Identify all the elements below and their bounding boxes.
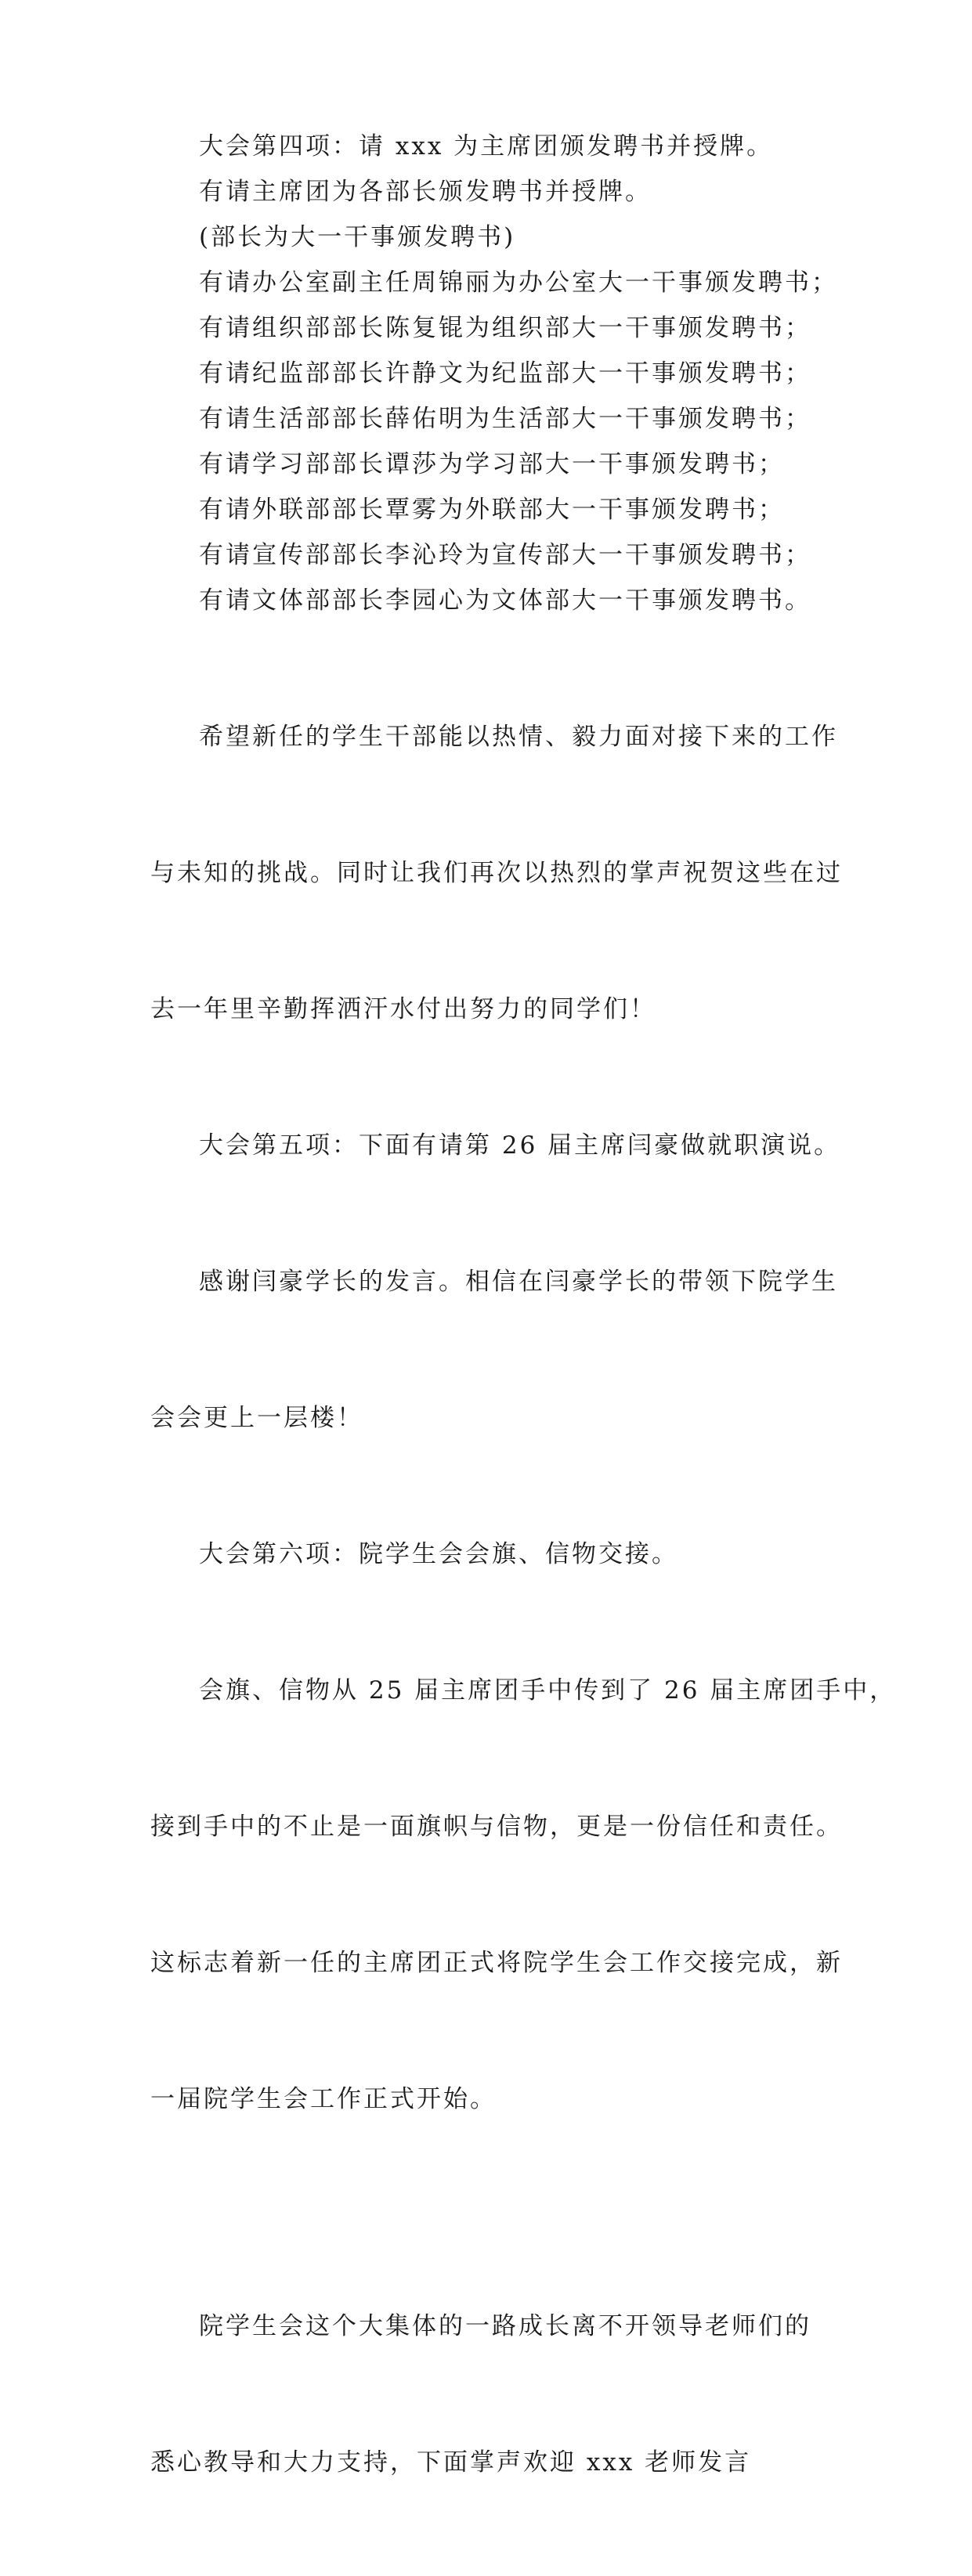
text-line: 大会第六项：院学生会会旗、信物交接。: [199, 1540, 678, 1568]
text-line: 会旗、信物从 25 届主席团手中传到了 26 届主席团手中，: [199, 1676, 897, 1705]
paragraph: [150, 215, 824, 260]
text-line: 会会更上一层楼！: [150, 1404, 363, 1432]
paragraph: [150, 1532, 824, 1577]
paragraph: [150, 1168, 838, 1532]
text-line: 大会第四项：请 xxx 为主席团颁发聘书并授牌。: [199, 132, 774, 161]
paragraph: [150, 623, 843, 1123]
paragraph: [150, 2213, 824, 2576]
document-body: [150, 124, 897, 2576]
text-line: 院学生会这个大集体的一路成长离不开领导老师们的: [199, 2312, 811, 2340]
paragraph: [150, 1577, 897, 2213]
paragraph: [150, 442, 824, 487]
text-line: 希望新任的学生干部能以热情、毅力面对接下来的工作: [199, 723, 838, 751]
text-line: 这标志着新一任的主席团正式将院学生会工作交接完成，新: [150, 1949, 843, 1977]
text-line: (部长为大一干事颁发聘书): [199, 223, 516, 251]
text-line: 感谢闫豪学长的发言。相信在闫豪学长的带领下院学生: [199, 1268, 838, 1296]
text-line: 一届院学生会工作正式开始。: [150, 2085, 497, 2113]
text-line: 有请纪监部部长许静文为纪监部大一干事颁发聘书；: [199, 359, 811, 388]
paragraph: [150, 124, 824, 169]
paragraph: [150, 532, 824, 578]
text-line: 有请宣传部部长李沁玲为宣传部大一干事颁发聘书；: [199, 541, 811, 569]
text-line: 有请生活部部长薛佑明为生活部大一干事颁发聘书；: [199, 405, 811, 433]
paragraph: [150, 169, 824, 215]
text-line: 悉心教导和大力支持，下面掌声欢迎 xxx 老师发言: [150, 2448, 752, 2477]
text-line: 有请组织部部长陈复锟为组织部大一干事颁发聘书；: [199, 314, 811, 342]
paragraph: [150, 351, 824, 396]
text-line: 有请办公室副主任周锦丽为办公室大一干事颁发聘书；: [199, 269, 838, 297]
text-line: 大会第五项：下面有请第 26 届主席闫豪做就职演说。: [199, 1131, 841, 1160]
text-line: 有请主席团为各部长颁发聘书并授牌。: [199, 178, 652, 206]
paragraph: [150, 487, 824, 532]
paragraph: [150, 396, 824, 442]
text-line: 有请文体部部长李园心为文体部大一干事颁发聘书。: [199, 586, 811, 615]
paragraph: [150, 305, 824, 351]
text-line: 与未知的挑战。同时让我们再次以热烈的掌声祝贺这些在过: [150, 859, 843, 887]
text-line: 去一年里辛勤挥洒汗水付出努力的同学们！: [150, 995, 656, 1023]
paragraph: [150, 578, 824, 623]
paragraph: [150, 1123, 841, 1168]
text-line: 接到手中的不止是一面旗帜与信物，更是一份信任和责任。: [150, 1813, 843, 1841]
text-line: 有请学习部部长谭莎为学习部大一干事颁发聘书；: [199, 450, 785, 478]
text-line: 有请外联部部长覃雾为外联部大一干事颁发聘书；: [199, 496, 785, 524]
paragraph: [150, 260, 838, 305]
